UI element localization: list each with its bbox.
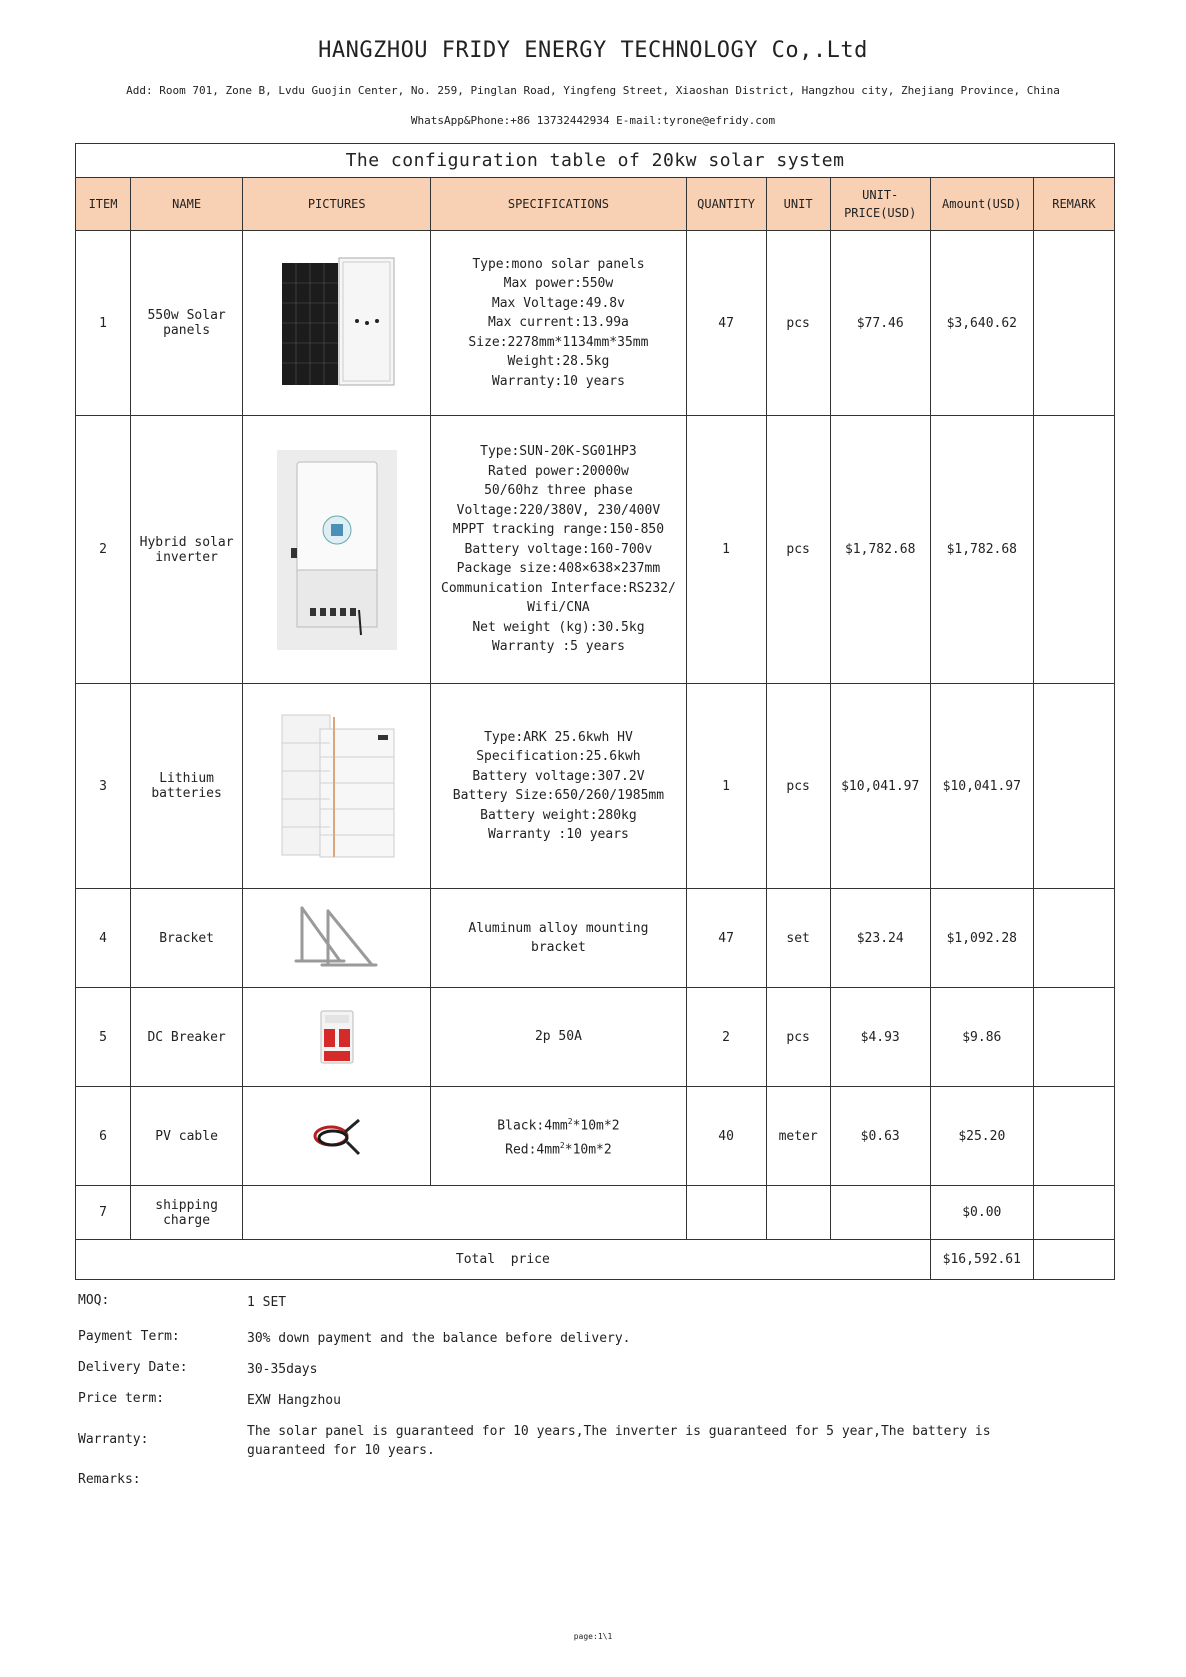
row-specifications (431, 684, 686, 889)
row-unit: pcs (766, 684, 830, 889)
row-quantity: 40 (686, 1087, 766, 1186)
row-amount: $1,782.68 (930, 416, 1033, 684)
row-quantity: 2 (686, 988, 766, 1087)
table-row (76, 1186, 1115, 1240)
row-remark (1033, 231, 1114, 416)
spec-line-black: $Black:4mm^2*10m*2$ (497, 1117, 620, 1134)
row-remark (1033, 416, 1114, 684)
col-header-remark: REMARK (1033, 178, 1114, 231)
col-header-name: NAME (131, 178, 243, 231)
spec-line: Warranty :5 years (491, 639, 625, 655)
term-label: Payment Term: (78, 1329, 180, 1344)
spec-line: Aluminum alloy mounting (468, 920, 649, 936)
row-item: 6 (76, 1087, 131, 1186)
spec-line: Battery voltage:307.2V (472, 768, 645, 784)
row-empty-merged (243, 1186, 686, 1240)
spec-line: Communication Interface:RS232/ (441, 580, 676, 596)
row-unit-price: $1,782.68 (830, 416, 930, 684)
row-name: Lithium batteries (131, 684, 243, 889)
spec-line: Wifi/CNA (527, 600, 590, 616)
row-amount: $25.20 (930, 1087, 1033, 1186)
row-unit: pcs (766, 231, 830, 416)
solar-panel-image (243, 231, 431, 416)
table-row (76, 889, 1115, 988)
row-quantity: 1 (686, 684, 766, 889)
spec-line: Type:ARK 25.6kwh HV (484, 729, 633, 745)
row-amount: $3,640.62 (930, 231, 1033, 416)
row-unit: pcs (766, 988, 830, 1087)
col-header-quantity: QUANTITY (686, 178, 766, 231)
inverter-image (243, 416, 431, 684)
spec-line: Max Voltage:49.8v (491, 295, 625, 311)
spec-line: Package size:408×638×237mm (456, 561, 661, 577)
row-remark (1033, 889, 1114, 988)
row-unit-price: $10,041.97 (830, 684, 930, 889)
spec-line: Type:mono solar panels (472, 256, 645, 272)
pv-cable-image (243, 1087, 431, 1186)
col-header-specifications: SPECIFICATIONS (431, 178, 686, 231)
total-remark (1033, 1240, 1114, 1280)
row-item: 3 (76, 684, 131, 889)
term-value: The solar panel is guaranteed for 10 years,The inverter is guaranteed for 5 year,The battery is guaranteed for 10 years. (247, 1424, 991, 1458)
table-row (76, 231, 1115, 416)
col-header-item: ITEM (76, 178, 131, 231)
term-label: Price term: (78, 1391, 165, 1406)
row-item: 7 (76, 1186, 131, 1240)
row-name: Bracket (131, 889, 243, 988)
row-unit (766, 1186, 830, 1240)
row-amount: $10,041.97 (930, 684, 1033, 889)
table-row (76, 1087, 1115, 1186)
spec-line: Rated power:20000w (487, 463, 629, 479)
row-unit: pcs (766, 416, 830, 684)
spec-line: Warranty :10 years (487, 827, 629, 842)
col-header-unit-price-line2: PRICE(USD) (844, 206, 917, 220)
company-name: HANGZHOU FRIDY ENERGY TECHNOLOGY Co,.Ltd (318, 38, 868, 63)
spec-line: Type:SUN-20K-SG01HP3 (480, 444, 637, 460)
spec-line: Battery weight:280kg (480, 807, 637, 823)
term-label: MOQ: (78, 1293, 110, 1308)
row-specifications (431, 988, 686, 1087)
term-label: Delivery Date: (78, 1360, 188, 1375)
row-name: PV cable (131, 1087, 243, 1186)
row-unit-price: $0.63 (830, 1087, 930, 1186)
row-specifications (431, 889, 686, 988)
row-name: shipping charge (131, 1186, 243, 1240)
spec-line: Battery Size:650/260/1985mm (452, 788, 665, 803)
row-unit: meter (766, 1087, 830, 1186)
row-unit-price (830, 1186, 930, 1240)
spec-line: Max current:13.99a (487, 315, 629, 331)
row-item: 2 (76, 416, 131, 684)
row-item: 5 (76, 988, 131, 1087)
spec-line: bracket (531, 940, 586, 955)
page-number: page:1\1 (573, 1632, 613, 1641)
col-header-unit: UNIT (766, 178, 830, 231)
dc-breaker-image (243, 988, 431, 1087)
row-remark (1033, 1087, 1114, 1186)
row-amount: $1,092.28 (930, 889, 1033, 988)
row-amount: $9.86 (930, 988, 1033, 1087)
spec-line: Size:2278mm*1134mm*35mm (468, 334, 649, 350)
row-unit-price: $4.93 (830, 988, 930, 1087)
spec-line: Max power:550w (503, 276, 614, 292)
row-name: 550w Solar panels (131, 231, 243, 416)
row-quantity (686, 1186, 766, 1240)
total-amount: $16,592.61 (930, 1240, 1033, 1280)
total-row (76, 1240, 1115, 1280)
row-remark (1033, 684, 1114, 889)
row-quantity: 1 (686, 416, 766, 684)
term-value: 1 SET (247, 1295, 287, 1310)
table-caption: The configuration table of 20kw solar system (76, 144, 1115, 178)
row-unit-price: $77.46 (830, 231, 930, 416)
spec-line: Net weight (kg):30.5kg (472, 619, 645, 635)
term-value: EXW Hangzhou (247, 1393, 341, 1408)
table-row (76, 684, 1115, 889)
row-remark (1033, 988, 1114, 1087)
row-unit-price: $23.24 (830, 889, 930, 988)
row-specifications (431, 231, 686, 416)
spec-line: Weight:28.5kg (507, 354, 610, 370)
term-label: Remarks: (78, 1472, 141, 1487)
spec-line: Specification:25.6kwh (476, 749, 641, 764)
col-header-amount: Amount(USD) (930, 178, 1033, 231)
total-label: Total price (76, 1240, 931, 1280)
col-header-unit-price (830, 178, 930, 231)
col-header-pictures: PICTURES (243, 178, 431, 231)
company-contact: WhatsApp&Phone:+86 13732442934 E-mail:tyrone@efridy.com (410, 114, 776, 127)
row-quantity: 47 (686, 231, 766, 416)
row-amount: $0.00 (930, 1186, 1033, 1240)
spec-line: MPPT tracking range:150-850 (452, 522, 665, 538)
company-address: Add: Room 701, Zone B, Lvdu Guojin Center, No. 259, Pinglan Road, Yingfeng Street, Xiaoshan District, Hangzhou city, Zhejiang Province, China (126, 84, 1060, 97)
row-quantity: 47 (686, 889, 766, 988)
row-item: 1 (76, 231, 131, 416)
row-unit: set (766, 889, 830, 988)
term-value: 30-35days (247, 1362, 318, 1377)
row-item: 4 (76, 889, 131, 988)
table-row (76, 416, 1115, 684)
row-name: Hybrid solar inverter (131, 416, 243, 684)
term-value: 30% down payment and the balance before delivery. (247, 1331, 631, 1346)
row-remark (1033, 1186, 1114, 1240)
spec-line-red: $Red:4mm^2*10m*2$ (505, 1141, 612, 1158)
battery-image (243, 684, 431, 889)
term-label: Warranty: (78, 1432, 149, 1447)
row-specifications (431, 416, 686, 684)
spec-line: Warranty:10 years (491, 373, 625, 389)
spec-line: Battery voltage:160-700v (464, 541, 653, 557)
row-specifications (431, 1087, 686, 1186)
row-name: DC Breaker (131, 988, 243, 1087)
spec-line: 2p 50A (534, 1029, 582, 1045)
spec-line: 50/60hz three phase (484, 483, 633, 499)
table-row (76, 988, 1115, 1087)
col-header-unit-price-line1: UNIT- (862, 188, 899, 202)
bracket-image (243, 889, 431, 988)
configuration-table (75, 143, 1115, 1280)
spec-line: Voltage:220/380V, 230/400V (456, 502, 661, 518)
